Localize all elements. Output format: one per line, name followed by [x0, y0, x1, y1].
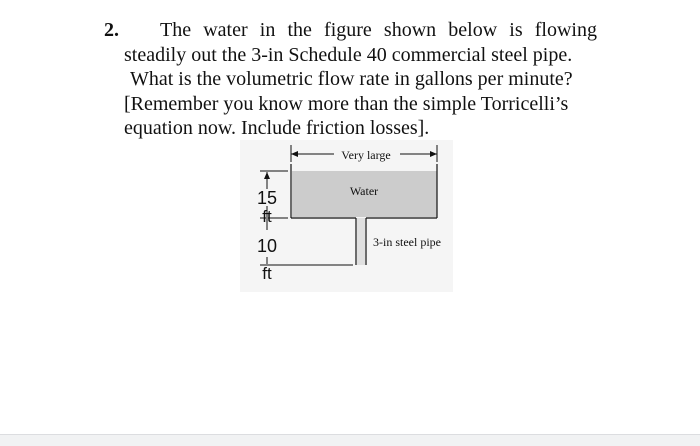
depth-arrowhead-top — [264, 172, 270, 179]
water-label: Water — [349, 184, 379, 198]
question-line-1: The water in the figure shown below is flowing — [160, 19, 597, 41]
pipe-length-value: 10 — [256, 236, 278, 256]
width-arrowhead-left — [291, 151, 298, 157]
question-line-5: equation now. Include friction losses]. — [124, 117, 430, 139]
depth-value: 15 — [256, 188, 278, 208]
question-number: 2. — [104, 19, 119, 41]
question-line-4: [Remember you know more than the simple Torricelli’s — [124, 93, 569, 115]
pipe-label: 3-in steel pipe — [373, 235, 441, 249]
tank-diagram — [240, 140, 453, 292]
depth-unit: ft — [262, 207, 272, 226]
width-arrowhead-right — [430, 151, 437, 157]
tank-figure — [240, 140, 453, 292]
question-line-3: What is the volumetric flow rate in gallons per minute? — [130, 68, 573, 90]
pipe-fill — [357, 218, 365, 265]
question-line-2: steadily out the 3-in Schedule 40 commercial steel pipe. — [124, 44, 573, 66]
width-label: Very large — [341, 148, 391, 162]
page-bottom-bar — [0, 434, 700, 446]
pipe-length-unit: ft — [262, 264, 272, 283]
